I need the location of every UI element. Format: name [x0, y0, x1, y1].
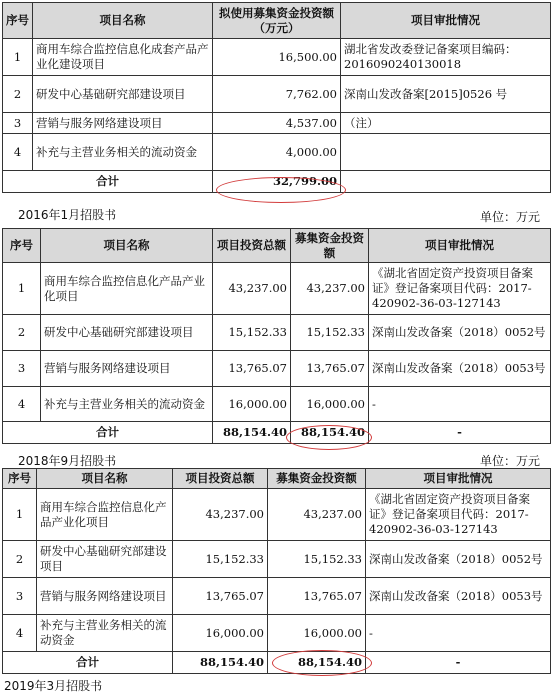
unit-label: 单位：万元: [479, 454, 540, 468]
total-fund: 88,154.40: [291, 422, 369, 444]
cell-fund: 43,237.00: [268, 489, 366, 541]
cell-invest: 16,000.00: [213, 387, 291, 422]
cell-no: 4: [3, 387, 41, 422]
cell-approval: [341, 171, 551, 193]
cell-approval: 深南山发改备案[2015]0526 号: [341, 76, 551, 113]
total-approval: -: [366, 652, 551, 674]
cell-invest: 15,152.33: [213, 315, 291, 351]
col-header: 募集资金投资额: [291, 229, 369, 263]
col-header: 募集资金投资额: [268, 469, 366, 489]
total-label: 合计: [3, 171, 213, 193]
table-2018: [2, 228, 551, 444]
cell-project: 营销与服务网络建设项目: [33, 113, 213, 134]
total-approval: -: [369, 422, 551, 444]
cell-no: 3: [3, 578, 37, 615]
cell-project: 营销与服务网络建设项目: [41, 351, 213, 387]
cell-fund: 43,237.00: [291, 263, 369, 315]
table-2019: [2, 468, 551, 674]
cell-project: 营销与服务网络建设项目: [37, 578, 173, 615]
col-header: 项目审批情况: [341, 3, 551, 39]
cell-no: 2: [3, 76, 33, 113]
cell-no: 4: [3, 134, 33, 171]
cell-no: 1: [3, 489, 37, 541]
cell-project: 商用车综合监控信息化成套产品产业化建设项目: [33, 39, 213, 76]
col-header: 项目投资总额: [173, 469, 268, 489]
cell-amount: 4,537.00: [213, 113, 341, 134]
cell-invest: 16,000.00: [173, 615, 268, 652]
cell-approval: 深南山发改备案（2018）0053号: [369, 351, 551, 387]
col-header: 项目投资总额: [213, 229, 291, 263]
unit-label: 单位：万元: [479, 210, 540, 224]
col-header: 项目审批情况: [366, 469, 551, 489]
cell-invest: 13,765.07: [213, 351, 291, 387]
cell-fund: 16,000.00: [268, 615, 366, 652]
cell-project: 商用车综合监控信息化产品产业化项目: [41, 263, 213, 315]
cell-fund: 15,152.33: [291, 315, 369, 351]
total-row: [3, 652, 551, 674]
table-row: [3, 387, 551, 422]
col-header: 拟使用募集资金投资额（万元）: [213, 3, 341, 39]
cell-fund: 13,765.07: [291, 351, 369, 387]
cell-project: 研发中心基础研究部建设项目: [37, 541, 173, 578]
caption-2019: 2019年3月招股书: [4, 679, 103, 693]
cell-no: 3: [3, 351, 41, 387]
cell-project: 研发中心基础研究部建设项目: [33, 76, 213, 113]
cell-approval: 深南山发改备案（2018）0053号: [366, 578, 551, 615]
total-invest: 88,154.40: [213, 422, 291, 444]
table-row: [3, 489, 551, 541]
cell-amount: 4,000.00: [213, 134, 341, 171]
table-row: [3, 39, 551, 76]
cell-approval: 《湖北省固定资产投资项目备案证》登记备案项目代码：2017-420902-36-03-127143: [369, 263, 551, 315]
table-row: [3, 351, 551, 387]
table-row: [3, 541, 551, 578]
header-row: [3, 469, 551, 489]
table-row: [3, 76, 551, 113]
cell-project: 补充与主营业务相关的流动资金: [33, 134, 213, 171]
table-2016: [2, 2, 551, 193]
total-invest: 88,154.40: [173, 652, 268, 674]
cell-approval: 《湖北省固定资产投资项目备案证》登记备案项目代码：2017-420902-36-03-127143: [366, 489, 551, 541]
total-label: 合计: [3, 652, 173, 674]
cell-no: 3: [3, 113, 33, 134]
total-fund: 88,154.40: [268, 652, 366, 674]
col-header: 项目名称: [41, 229, 213, 263]
cell-no: 2: [3, 541, 37, 578]
total-label: 合计: [3, 422, 213, 444]
cell-fund: 16,000.00: [291, 387, 369, 422]
col-header: 项目名称: [33, 3, 213, 39]
cell-approval: 深南山发改备案（2018）0052号: [369, 315, 551, 351]
cell-amount: 16,500.00: [213, 39, 341, 76]
cell-approval: -: [366, 615, 551, 652]
cell-invest: 15,152.33: [173, 541, 268, 578]
cell-project: 补充与主营业务相关的流动资金: [37, 615, 173, 652]
table-row: [3, 615, 551, 652]
header-row: [3, 3, 551, 39]
table-row: [3, 578, 551, 615]
caption-2018: 2018年9月招股书: [18, 454, 117, 468]
cell-approval: 深南山发改备案（2018）0052号: [366, 541, 551, 578]
cell-invest: 43,237.00: [173, 489, 268, 541]
col-header: 序号: [3, 229, 41, 263]
cell-invest: 13,765.07: [173, 578, 268, 615]
cell-approval: （注）: [341, 113, 551, 134]
cell-no: 2: [3, 315, 41, 351]
table-row: [3, 315, 551, 351]
col-header: 序号: [3, 3, 33, 39]
cell-fund: 13,765.07: [268, 578, 366, 615]
cell-approval: [341, 134, 551, 171]
caption-2016: 2016年1月招股书: [18, 208, 117, 222]
col-header: 项目名称: [37, 469, 173, 489]
cell-fund: 15,152.33: [268, 541, 366, 578]
col-header: 项目审批情况: [369, 229, 551, 263]
cell-project: 补充与主营业务相关的流动资金: [41, 387, 213, 422]
table-row: [3, 113, 551, 134]
cell-invest: 43,237.00: [213, 263, 291, 315]
cell-approval: -: [369, 387, 551, 422]
table-row: [3, 263, 551, 315]
col-header: 序号: [3, 469, 37, 489]
header-row: [3, 229, 551, 263]
cell-approval: 湖北省发改委登记备案项目编码：2016090240130018: [341, 39, 551, 76]
cell-no: 1: [3, 39, 33, 76]
cell-no: 4: [3, 615, 37, 652]
total-row: [3, 422, 551, 444]
cell-project: 商用车综合监控信息化产品产业化项目: [37, 489, 173, 541]
total-row: [3, 171, 551, 193]
cell-amount: 7,762.00: [213, 76, 341, 113]
table-row: [3, 134, 551, 171]
total-amount: 32,799.00: [213, 171, 341, 193]
cell-no: 1: [3, 263, 41, 315]
cell-project: 研发中心基础研究部建设项目: [41, 315, 213, 351]
